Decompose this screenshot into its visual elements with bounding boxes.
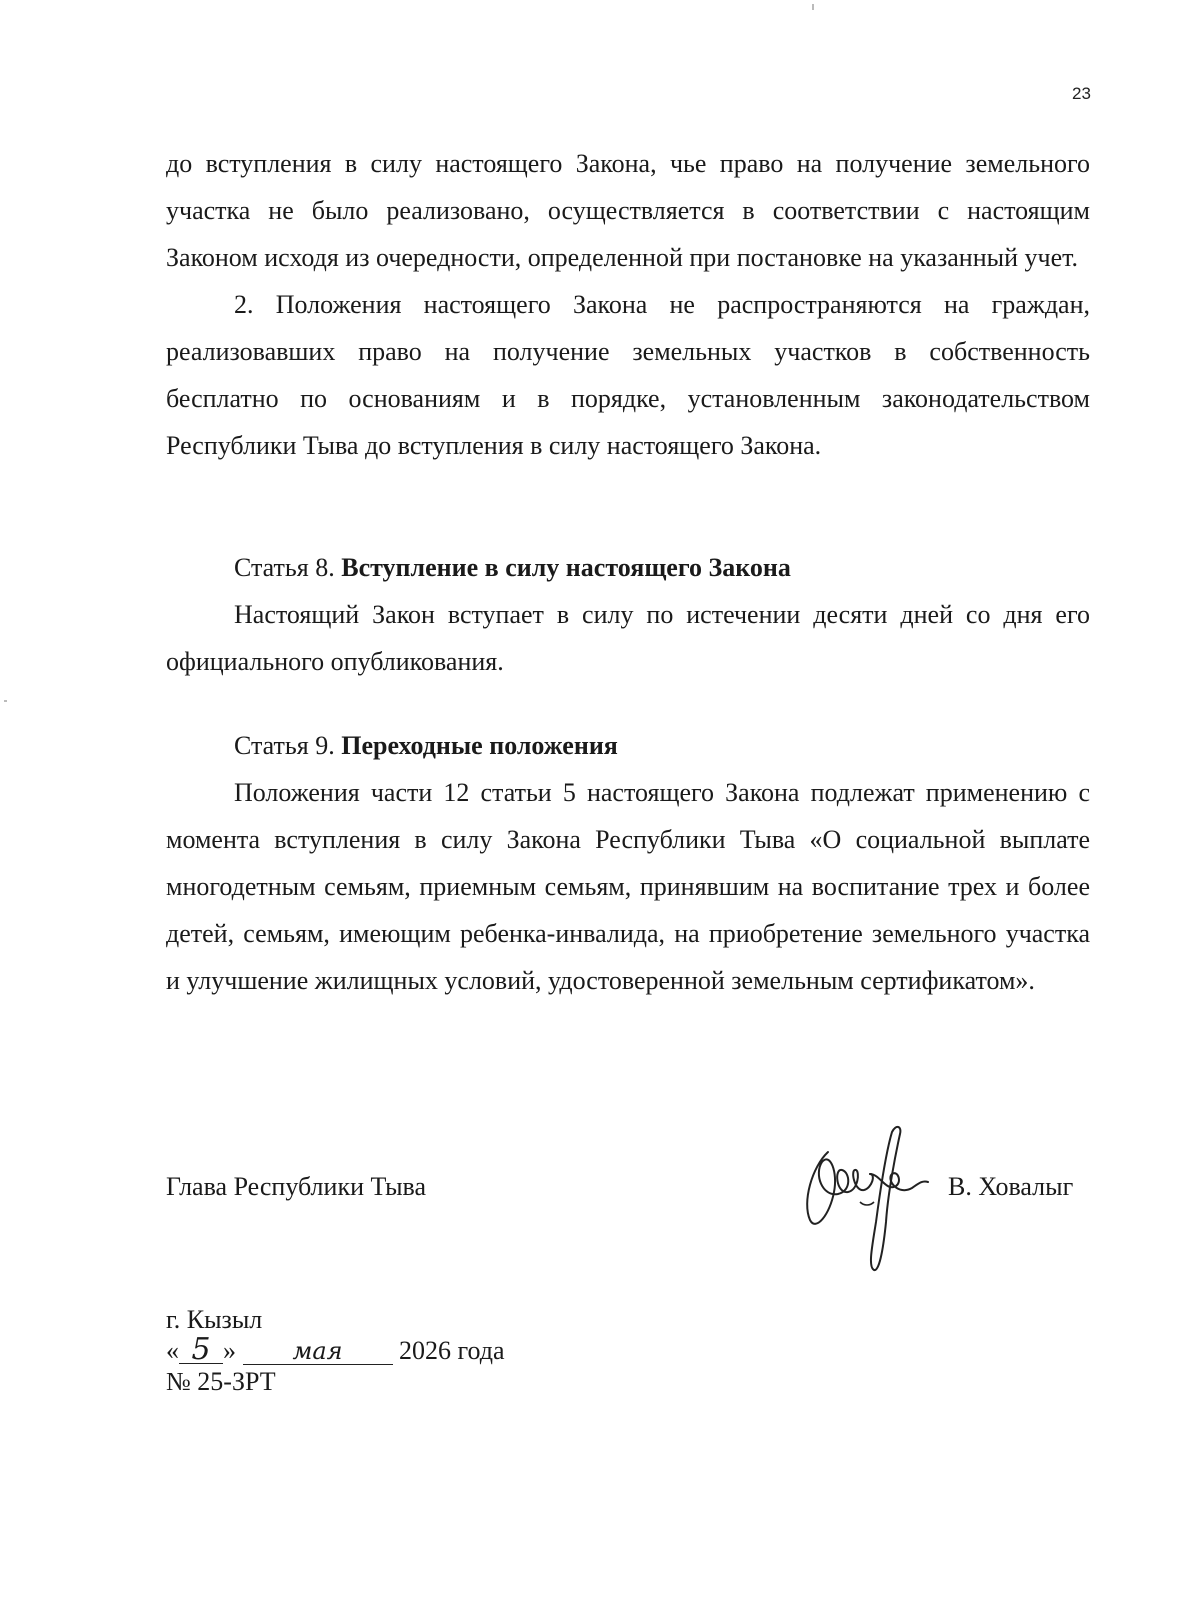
continuation-section: [166, 140, 1090, 469]
city: г. Кызыл: [166, 1305, 263, 1334]
date-month-handwritten: мая: [243, 1338, 393, 1365]
scan-mark: [4, 700, 7, 702]
date-open-quote: «: [166, 1336, 179, 1365]
signatory-name: В. Ховалыг: [948, 1172, 1074, 1201]
page-number: 23: [1072, 84, 1091, 103]
place-date-block: [166, 1304, 505, 1397]
article-8-heading: [166, 544, 1090, 591]
article-9-heading: [166, 722, 1090, 769]
scan-mark: [812, 4, 814, 10]
date-close-quote: »: [223, 1336, 236, 1365]
article-8: [166, 544, 1090, 685]
paragraph-clause-2: 2. Положения настоящего Закона не распространяются на граждан, реализовавших право на получение земельных участков в собственность бесплатно по основаниям и в порядке, установленным законодательством Республики Тыва до вступления в силу настоящего Закона.: [166, 290, 1090, 460]
date-line: [166, 1332, 505, 1367]
article-8-title: Вступление в силу настоящего Закона: [341, 553, 791, 582]
article-8-prefix: Статья 8.: [234, 553, 335, 582]
article-9-text: Положения части 12 статьи 5 настоящего Закона подлежат применению с момента вступления в силу Закона Республики Тыва «О социальной выплате многодетным семьям, приемным семьям, принявшим на воспитание трех и более детей, семьям, имеющим ребенка-инвалида, на приобретение земельного участка и улучшение жилищных условий, удостоверенной земельным сертификатом».: [166, 778, 1090, 995]
article-9-title: Переходные положения: [341, 731, 618, 760]
article-8-text: Настоящий Закон вступает в силу по истечении десяти дней со дня его официального опубликования.: [166, 600, 1090, 676]
article-9: [166, 722, 1090, 1004]
paragraph-continuation: до вступления в силу настоящего Закона, чье право на получение земельного участка не было реализовано, осуществляется в соответствии с настоящим Законом исходя из очередности, определенной при постановке на указанный учет.: [166, 149, 1090, 272]
date-day-handwritten: 5: [179, 1337, 223, 1364]
article-9-prefix: Статья 9.: [234, 731, 335, 760]
signatory-position: Глава Республики Тыва: [166, 1172, 427, 1201]
law-number: № 25-ЗРТ: [166, 1367, 276, 1396]
signature-row: [166, 1172, 1090, 1212]
date-year: 2026 года: [399, 1336, 505, 1365]
